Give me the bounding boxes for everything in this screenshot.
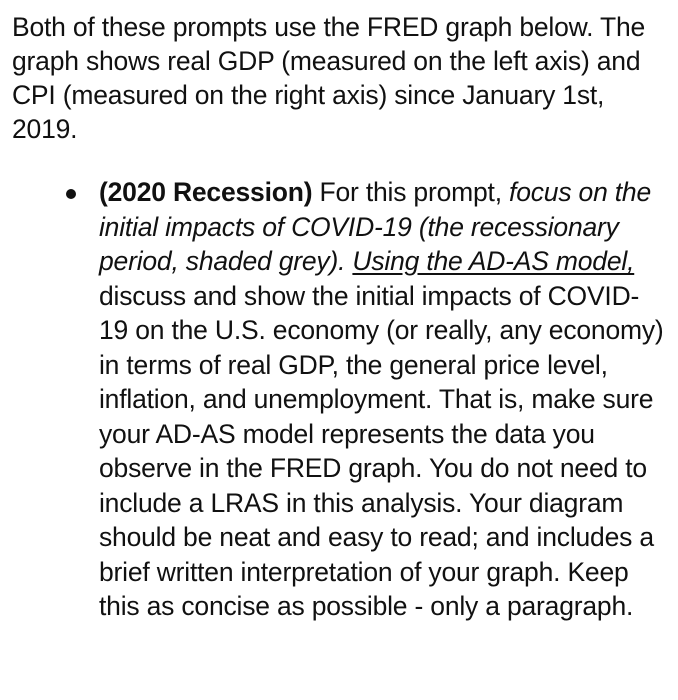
prompt-body: discuss and show the initial impacts of COVID-19 on the U.S. economy (or really, any economy) in terms of real GDP, the general price level, inflation, and unemployment. That is, make sure your AD-AS model represents the data you observe in the FRED graph. You do not need to include a LRAS in this analysis. Your diagram should be neat and easy to read; and includes a brief written interpretation of your graph. Keep this as concise as possible - only a paragraph.: [99, 280, 664, 621]
prompt-heading: (2020 Recession): [99, 177, 313, 207]
bullet-icon: [66, 189, 76, 199]
prompt-text: [99, 175, 666, 624]
intro-paragraph: Both of these prompts use the FRED graph below. The graph shows real GDP (measured on the left axis) and CPI (measured on the right axis) since January 1st, 2019.: [12, 12, 646, 144]
prompt-lead: For this prompt,: [312, 177, 510, 207]
prompt-list: [0, 175, 678, 624]
prompt-item-2020-recession: [0, 175, 678, 624]
prompt-model-reference: Using the AD-AS model,: [352, 246, 635, 276]
prompt-focus: focus on the initial impacts of COVID-19 (the recessionary period, shaded grey).: [99, 177, 652, 276]
